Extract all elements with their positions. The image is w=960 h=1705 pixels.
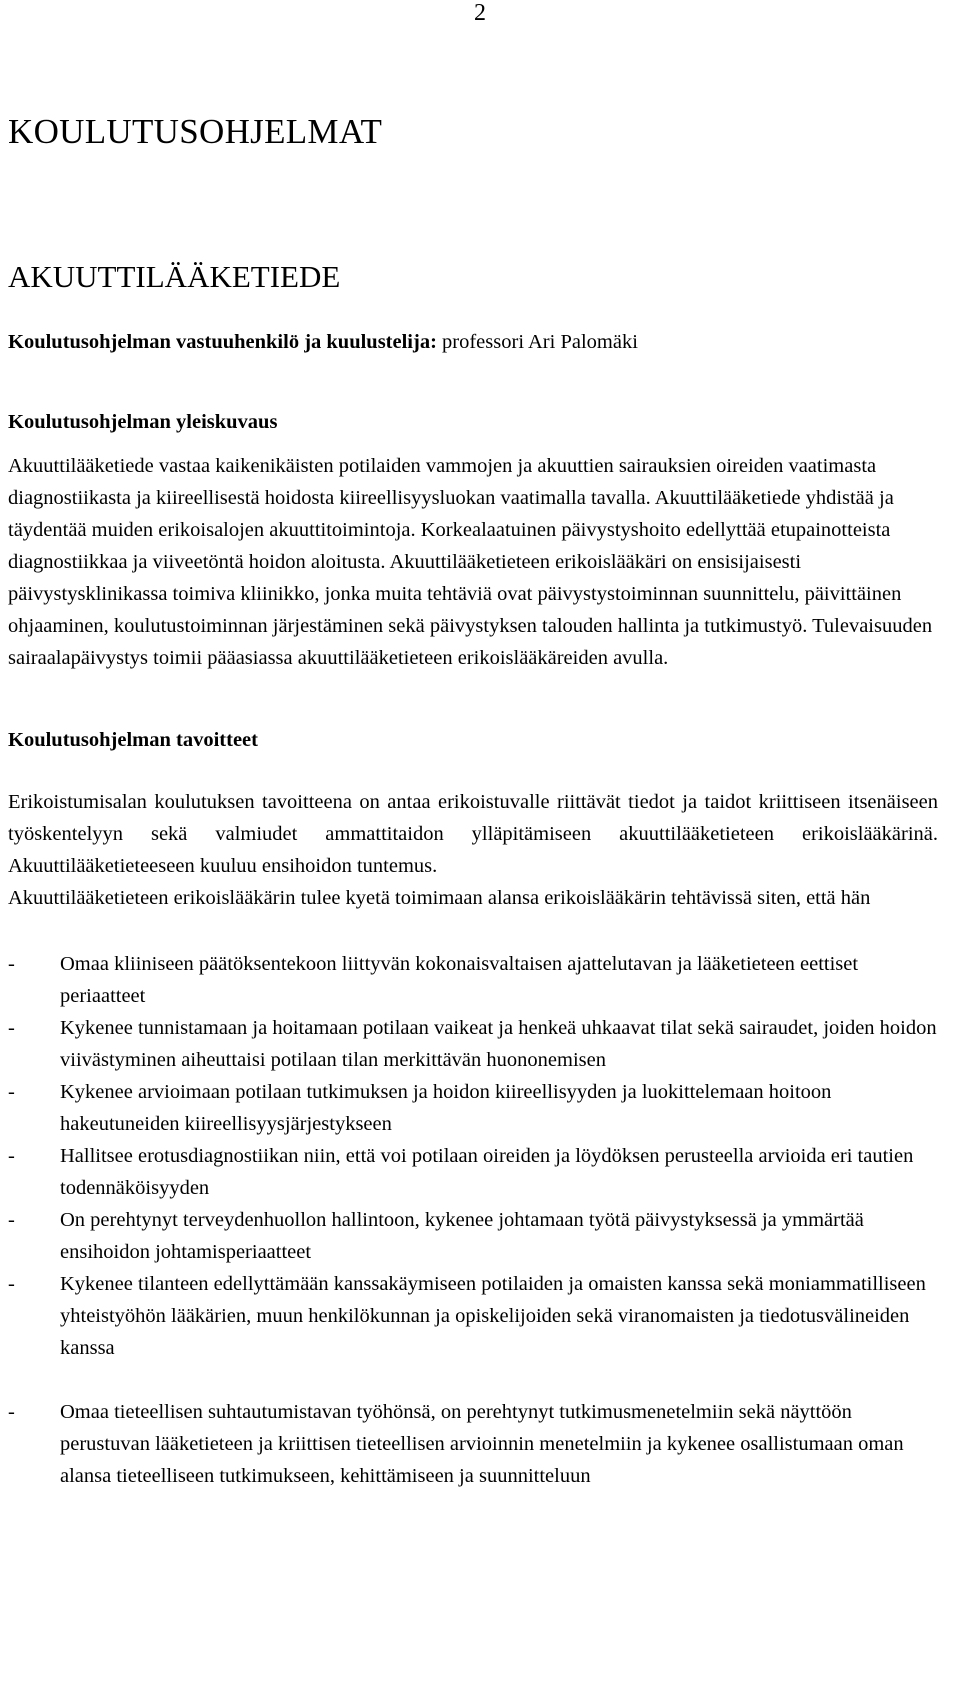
goals-text: Erikoistumisalan koulutuksen tavoitteena on antaa erikoistuvalle riittävät tiedot ja taidot kriittiseen itsenäiseen työskentelyyn sekä valmiudet ammattitaidon ylläpitämiseen akuuttilääketieteen erikoislääkärinä. Akuuttilääketieteeseen kuuluu ensihoidon tuntemus. (8, 791, 938, 877)
list-item-text: On perehtynyt terveydenhuollon hallintoon, kykenee johtamaan työtä päivystyksessä ja ymmärtää ensihoidon johtamisperiaatteet (60, 1209, 864, 1263)
list-item (8, 1268, 938, 1364)
goals-intro: Akuuttilääketieteen erikoislääkärin tulee kyetä toimimaan alansa erikoislääkärin tehtävissä siten, että hän (8, 887, 871, 909)
program-heading: AKUUTTILÄÄKETIEDE (8, 259, 341, 294)
list-item (8, 1012, 938, 1076)
responsible-person (8, 326, 938, 358)
overview-heading (8, 406, 938, 438)
list-bullet: - (8, 1145, 15, 1167)
list-item (8, 1140, 938, 1204)
page-content (8, 108, 938, 1492)
goals-heading (8, 724, 938, 756)
list-item-text: Omaa tieteellisen suhtautumistavan työhönsä, on perehtynyt tutkimusmenetelmiin sekä näyttöön perustuvan lääketieteen ja kriittisen tieteellisen arvioinnin menetelmiin ja kykenee osallistumaan oman alansa tieteelliseen tutkimukseen, kehittämiseen ja suunnitteluun (60, 1401, 904, 1487)
overview-text: Akuuttilääketiede vastaa kaikenikäisten potilaiden vammojen ja akuuttien sairauksien oireiden vaatimasta diagnostiikasta ja kiireellisestä hoidosta kiireellisyysluokan vaatimalla tavalla. Akuuttilääketiede yhdistää ja täydentää muiden erikoisalojen akuuttitoimintoja. Korkealaatuinen päivystyshoito edellyttää etupainotteista diagnostiikkaa ja viiveetöntä hoidon aloitusta. Akuuttilääketieteen erikoislääkäri on ensisijaisesti päivystysklinikassa toimiva kliinikko, jonka muita tehtäviä ovat päivystystoiminnan suunnittelu, päivittäinen ohjaaminen, koulutustoiminnan järjestäminen sekä päivystyksen talouden hallinta ja tutkimustyö. Tulevaisuuden sairaalapäivystys toimii pääasiassa akuuttilääketieteen erikoislääkäreiden avulla. (8, 455, 933, 669)
list-bullet: - (8, 1209, 15, 1231)
list-item-text: Kykenee tilanteen edellyttämään kanssakäymiseen potilaiden ja omaisten kanssa sekä moniammatilliseen yhteistyöhön lääkärien, muun henkilökunnan ja opiskelijoiden sekä viranomaisten ja tiedotusvälineiden kanssa (60, 1273, 926, 1359)
list-item-text: Hallitsee erotusdiagnostiikan niin, että voi potilaan oireiden ja löydöksen perusteella arvioida eri tautien todennäköisyyden (60, 1145, 914, 1199)
list-item-text: Kykenee arvioimaan potilaan tutkimuksen ja hoidon kiireellisyyden ja luokittelemaan hoitoon hakeutuneiden kiireellisyysjärjestykseen (60, 1081, 832, 1135)
list-item (8, 1076, 938, 1140)
list-bullet: - (8, 1081, 15, 1103)
objectives-list (8, 948, 938, 1492)
list-bullet: - (8, 1017, 15, 1039)
goals-heading-text: Koulutusohjelman tavoitteet (8, 729, 258, 751)
list-item (8, 1396, 938, 1492)
responsible-value: professori Ari Palomäki (436, 331, 638, 353)
document-title: KOULUTUSOHJELMAT (8, 112, 383, 151)
list-bullet: - (8, 953, 15, 975)
list-item-text: Omaa kliiniseen päätöksentekoon liittyvän kokonaisvaltaisen ajattelutavan ja lääketieteen eettiset periaatteet (60, 953, 859, 1007)
page-number: 2 (474, 0, 486, 26)
list-bullet: - (8, 1273, 15, 1295)
responsible-label: Koulutusohjelman vastuuhenkilö ja kuulustelija: (8, 331, 437, 353)
list-bullet: - (8, 1401, 15, 1423)
list-item-text: Kykenee tunnistamaan ja hoitamaan potilaan vaikeat ja henkeä uhkaavat tilat sekä sairaudet, joiden hoidon viivästyminen aiheuttaisi potilaan tilan merkittävän huononemisen (60, 1017, 937, 1071)
overview-heading-text: Koulutusohjelman yleiskuvaus (8, 411, 278, 433)
list-item (8, 1204, 938, 1268)
list-item (8, 948, 938, 1012)
